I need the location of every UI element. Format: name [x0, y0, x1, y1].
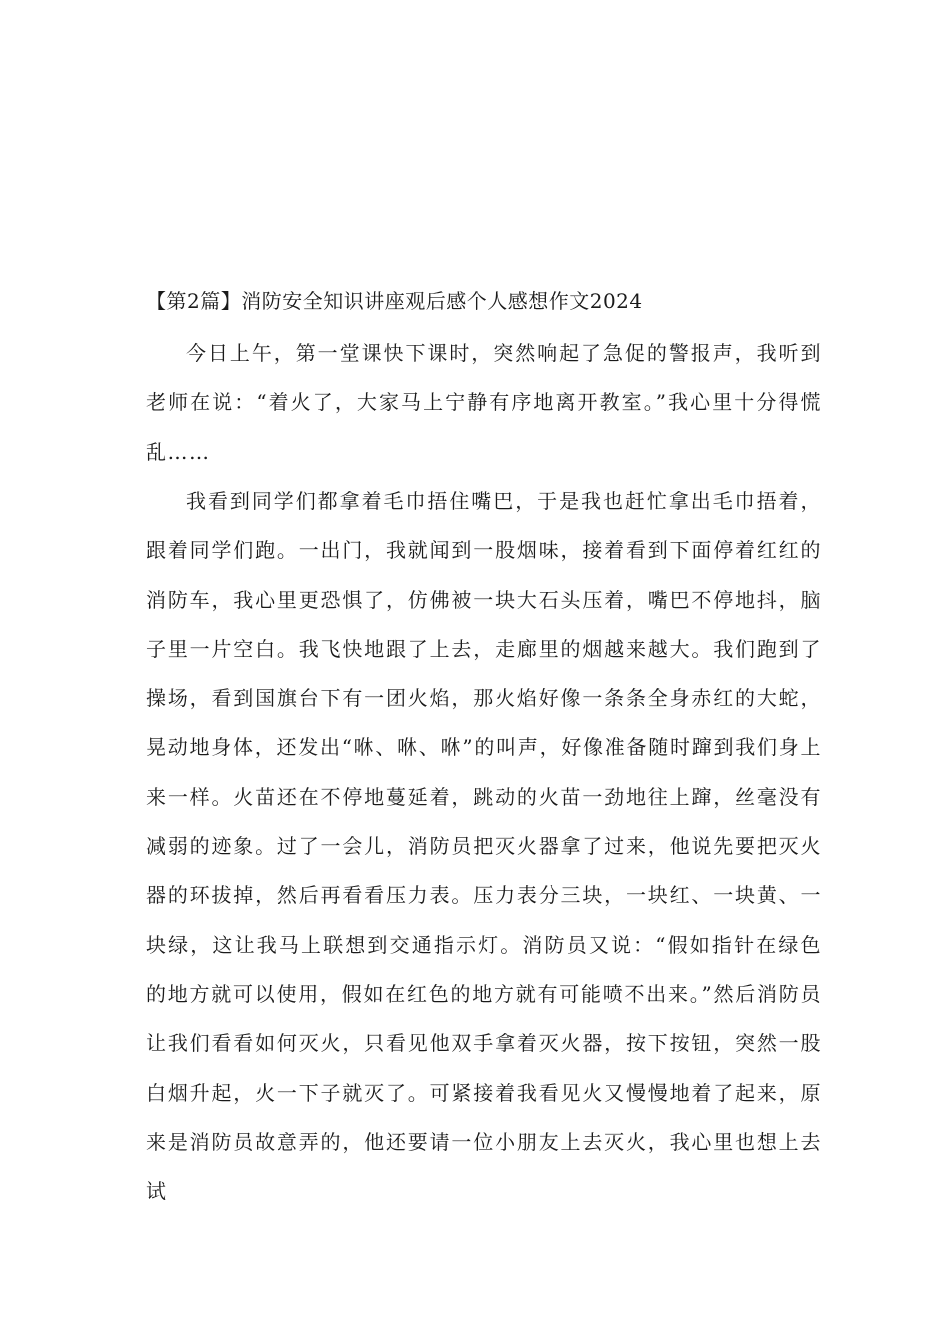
paragraph-2: 我看到同学们都拿着毛巾捂住嘴巴，于是我也赶忙拿出毛巾捂着，跟着同学们跑。一出门，我就闻到一股烟味，接着看到下面停着红红的消防车，我心里更恐惧了，仿佛被一块大石头压着，嘴巴不停地抖，脑子里一片空白。我飞快地跟了上去，走廊里的烟越来越大。我们跑到了操场，看到国旗台下有一团火焰，那火焰好像一条条全身赤红的大蛇，晃动地身体，还发出“咻、咻、咻”的叫声，好像准备随时蹿到我们身上来一样。火苗还在不停地蔓延着，跳动的火苗一劲地往上蹿，丝毫没有减弱的迹象。过了一会儿，消防员把灭火器拿了过来，他说先要把灭火器的环拔掉，然后再看看压力表。压力表分三块，一块红、一块黄、一块绿，这让我马上联想到交通指示灯。消防员又说：“假如指针在绿色的地方就可以使用，假如在红色的地方就有可能喷不出来。”然后消防员让我们看看如何灭火，只看见他双手拿着灭火器，按下按钮，突然一股白烟升起，火一下子就灭了。可紧接着我看见火又慢慢地着了起来，原来是消防员故意弄的，他还要请一位小朋友上去灭火，我心里也想上去试 [146, 489, 822, 1204]
paragraph-1: 今日上午，第一堂课快下课时，突然响起了急促的警报声，我听到老师在说：“着火了，大家马上宁静有序地离开教室。”我心里十分得慌乱…… [146, 341, 822, 464]
article-title: 【第2篇】消防安全知识讲座观后感个人感想作文2024 [146, 289, 643, 313]
